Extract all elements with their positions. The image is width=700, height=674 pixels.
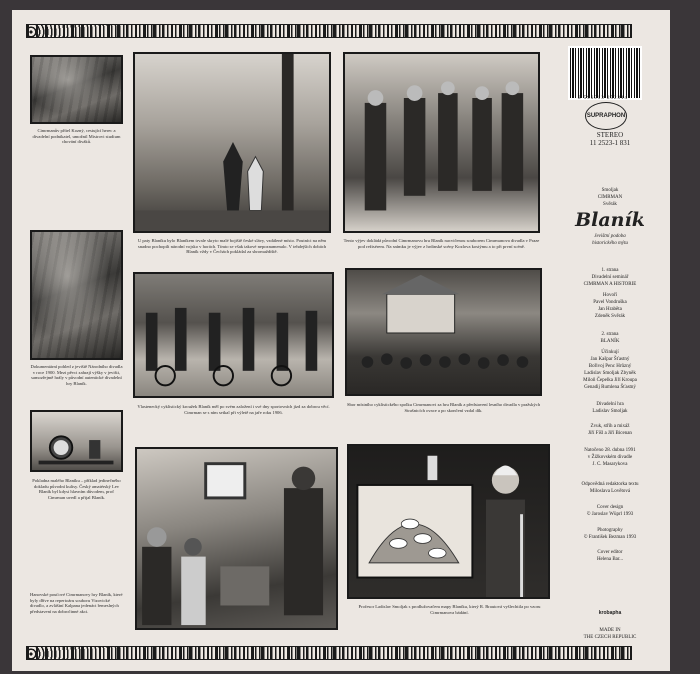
- credits1-name-2: Jan Hraběta: [598, 307, 622, 312]
- recorded-3: J. C. Masarykova: [592, 462, 628, 467]
- credits2-name-2: Bořivoj Penc Hrůzný: [588, 364, 632, 369]
- caption-2: U paty Blaníku bylo Blaníkem trvale skryto malé bojiště české slávy, vzdálené místo. Poutníci na něm snadno pochopili národní vojsko v horách. Tímto se však takové nepoznamenalo. V tehdejších dobách Blaník vždy v Čechách pokládal za shromaždiště.: [137, 238, 327, 255]
- cover-name: © Jaroslav Wüprl 1993: [586, 512, 634, 517]
- author-2: CIMRMAN: [597, 195, 623, 200]
- colour-name: Helena Bar...: [596, 557, 624, 562]
- credits1-heading: Hovoří: [602, 293, 618, 298]
- photo-heading: Photography: [597, 528, 623, 533]
- credits2-name-1: Jan Kašpar Šťastný: [590, 357, 630, 362]
- side2-line-1: BLANÍK: [600, 339, 620, 344]
- catalog-number: 11 2523-1 831: [589, 139, 631, 147]
- made-in-2: THE CZECH REPUBLIC: [583, 635, 637, 640]
- photo-clock: [30, 410, 123, 472]
- photo-cyclists: [133, 272, 334, 398]
- barcode-number: 8 596913 252314: [578, 96, 628, 101]
- credits1-name-3: Zdeněk Svěrák: [594, 314, 626, 319]
- side1-line-2: CIMRMAN A HISTORIE: [583, 282, 637, 287]
- side1-line-1: Divadelní seminář: [591, 275, 629, 280]
- ornamental-border-bottom: [26, 646, 632, 660]
- side2-heading: 2. strana: [601, 332, 619, 337]
- caption-4: Dokumentární pohled z jeviště Národního divadla v roce 1900. Mezi pěvci zahrají výšky v jevišti, samozřejmě hrály v původní autentické divadelní hry Blaník.: [30, 364, 123, 386]
- subtitle-2: historického mýtu: [592, 241, 628, 246]
- credits2-name-5: Genadij Rumlena Šťastný: [584, 385, 636, 390]
- subtitle-1: Jevištní podoba: [594, 234, 626, 239]
- photo-crowd: [345, 268, 542, 396]
- side1-heading: 1. strana: [601, 268, 619, 273]
- photo-family-scene: [135, 447, 338, 630]
- ornamental-border-top: [26, 24, 632, 38]
- credits2-name-3: Ladislav Smoljak Zbyněk: [584, 371, 636, 376]
- music-heading: Zvuk, střih a mixáž: [590, 424, 630, 429]
- photo-kozny: [30, 55, 123, 124]
- caption-9: Hanovské pouťové Cimrmanovy hry Blaník, které byly dříve na repertoáru souboru Vizovické divadlo, a zvláštní Kalpana jedenáct řemeslných představení na dobročinné akci.: [30, 592, 123, 614]
- caption-6: Sbor místního cyklistického spolku Cimrmanovi za hru Blaník a představení lesního divadla v pražských Strašnicích ovace a po skončení vzdal dík.: [346, 402, 541, 413]
- recorded-2: v Žižkovském divadle: [587, 455, 633, 460]
- krobapha-logo: krobapha: [598, 610, 622, 616]
- credits1-name-1: Pavel Vondruška: [593, 300, 627, 305]
- editor-heading: Odpovědná redaktorka textu: [581, 482, 639, 487]
- caption-7: Pokladna malého Blaníku – příklad jedinečného dokladu původní kulisy. Český amatérský Lev Blaník byl kdysi hlavním důvodem, proč Cimrman uvedl a přijal Blaník.: [32, 478, 121, 500]
- caption-1: Cimrmanův přítel Kozný, cestující herec a divadelní podnikatel, umožnil Mistrovi studium chování diváků.: [32, 128, 121, 145]
- cover-heading: Cover design: [596, 505, 624, 510]
- director-heading: Divadelní hra: [596, 402, 624, 407]
- author-1: Smoljak: [601, 188, 619, 193]
- barcode-icon: [568, 46, 642, 100]
- caption-8: Profesor Ladislav Smoljak s prodlužovačem mapy Blaníku, který R. Brautová vyšlechtila po vzoru Cimrmanova bádání.: [358, 604, 541, 615]
- caption-5: Vlastenecký cyklistický kroužek Blaník měl po svém založení i své dny sportovních jízd za dobrou věcí. Cimrman se s ním setkal při výletě na jaře roku 1906.: [137, 404, 330, 415]
- caption-3: Tento výjev dokládá původní Cimrmanovu hru Blaník nacvičenou souborem Cimrmanova divadla v Praze pod režisérem. Na snímku je výjev z hrdinské scény Kozlova kostýmu a to při první scéně.: [343, 238, 540, 249]
- recorded-1: Natočeno 28. dubna 1991: [584, 448, 636, 453]
- music-names: Jiří Fíšl a Jiří Bicenan: [588, 431, 632, 436]
- album-title: Blaník: [575, 209, 645, 231]
- credits2-name-4: Miloň Čepelka Jiří Kroupa: [583, 378, 637, 383]
- credits2-heading: Účinkují: [601, 350, 619, 355]
- photo-blanik-tree: [133, 52, 331, 233]
- supraphon-logo: SUPRAPHON: [585, 102, 627, 130]
- colour-heading: Cover editor: [597, 550, 623, 555]
- author-3: Svěrák: [603, 202, 617, 207]
- photo-smoljak-map: [347, 444, 550, 599]
- made-in-1: MADE IN: [599, 628, 621, 633]
- director-name: Ladislav Smoljak: [592, 409, 628, 414]
- photo-name: © František Bezman 1993: [583, 535, 637, 540]
- photo-stage-1900: [30, 230, 123, 360]
- stereo-label: STEREO: [596, 131, 624, 139]
- photo-soldiers: [343, 52, 540, 233]
- editor-name: Miloslava Lovětová: [589, 489, 631, 494]
